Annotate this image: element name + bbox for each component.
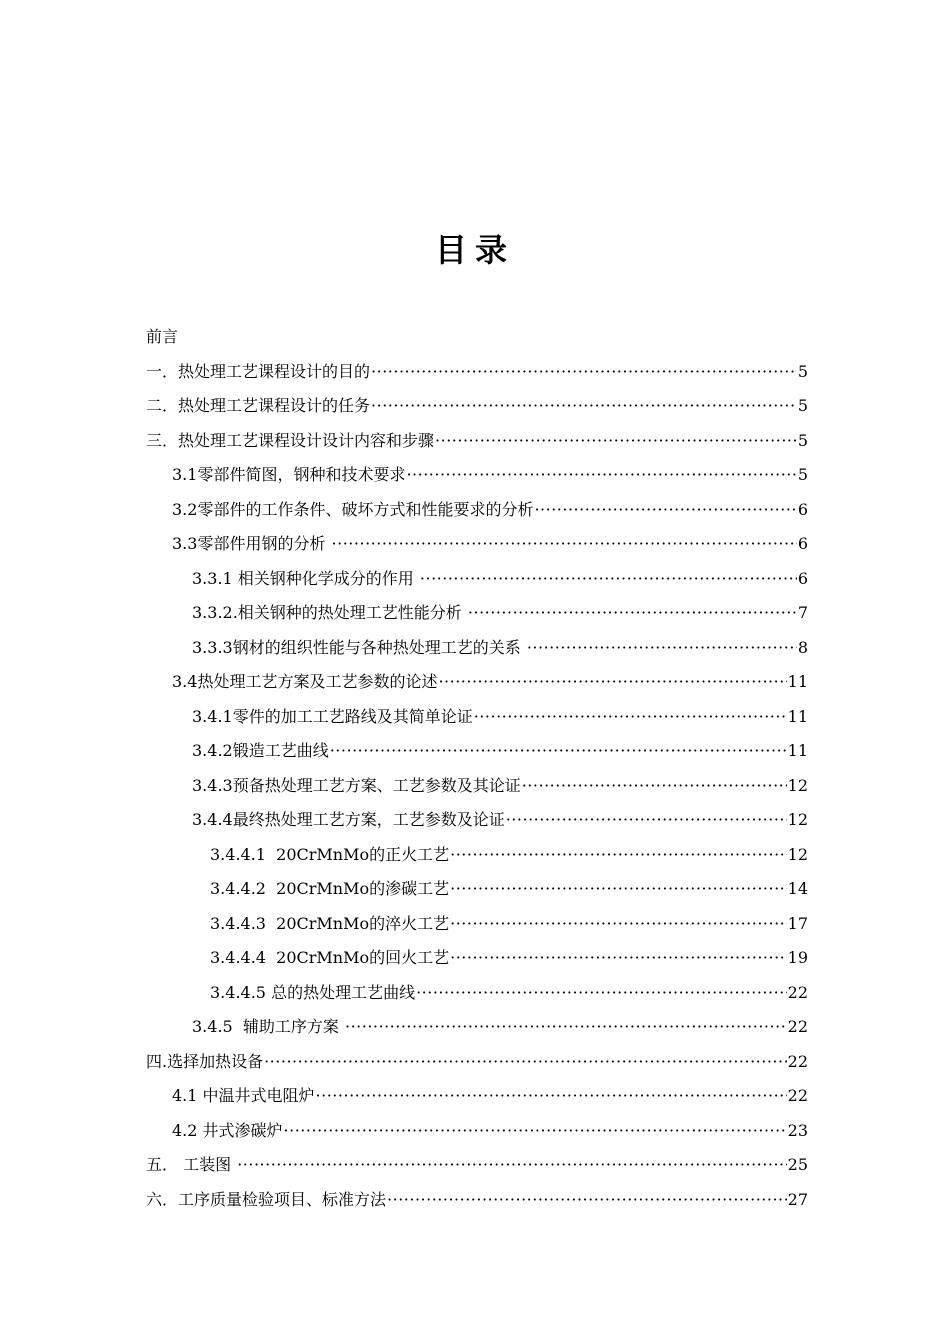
- toc-entry[interactable]: [146, 665, 808, 700]
- toc-dot-leader: [406, 458, 796, 493]
- toc-dot-leader: [420, 562, 797, 597]
- toc-entry-label: 3.2零部件的工作条件、破坏方式和性能要求的分析: [172, 499, 534, 519]
- toc-dot-leader: [474, 700, 787, 735]
- toc-entry-label: 二．热处理工艺课程设计的任务: [146, 396, 371, 415]
- toc-page-number: 5: [797, 396, 808, 415]
- toc-page-number: 6: [797, 568, 808, 588]
- toc-dot-leader: [522, 769, 787, 804]
- toc-entry[interactable]: [146, 976, 808, 1011]
- toc-entry[interactable]: [146, 734, 808, 769]
- toc-page-number: 25: [787, 1155, 808, 1174]
- toc-entry[interactable]: [146, 769, 808, 804]
- toc-entry[interactable]: [146, 872, 808, 907]
- toc-entry[interactable]: [146, 493, 808, 528]
- toc-entry-label: 4.2 井式渗碳炉: [172, 1120, 283, 1140]
- toc-entry-label: 3.3.3钢材的组织性能与各种热处理工艺的关系: [192, 637, 526, 657]
- toc-page-number: 5: [797, 430, 808, 450]
- toc-page-number: 22: [787, 982, 808, 1002]
- toc-entry[interactable]: [146, 907, 808, 942]
- toc-entry-label: 四.选择加热设备: [146, 1051, 264, 1071]
- toc-entry-label: 六．工序质量检验项目、标准方法: [146, 1189, 387, 1209]
- toc-dot-leader: [371, 355, 797, 390]
- toc-entry-label: 五． 工装图: [146, 1155, 237, 1174]
- toc-page-number: 8: [797, 637, 808, 657]
- toc-entry[interactable]: [146, 1079, 808, 1114]
- toc-entry[interactable]: [146, 941, 808, 976]
- toc-dot-leader: [506, 803, 787, 838]
- toc-entry-label: 3.4.1零件的加工工艺路线及其简单论证: [192, 706, 473, 726]
- toc-page-number: 19: [787, 948, 808, 967]
- toc-entry[interactable]: [146, 424, 808, 459]
- toc-dot-leader: [387, 1183, 787, 1218]
- toc-entry[interactable]: [146, 596, 808, 631]
- toc-dot-leader: [534, 493, 796, 528]
- toc-entry-label: 3.4.4.3 20CrMnMo的淬火工艺: [210, 913, 450, 933]
- toc-dot-leader: [450, 872, 787, 907]
- toc-entry[interactable]: [146, 355, 808, 390]
- toc-entry[interactable]: [146, 700, 808, 735]
- toc-dot-leader: [450, 838, 787, 873]
- toc-entry-label: 3.1零部件简图，钢种和技术要求: [172, 465, 406, 484]
- toc-dot-leader: [416, 976, 787, 1011]
- toc-entry[interactable]: [146, 458, 808, 493]
- toc-page-number: 23: [787, 1120, 808, 1140]
- toc-page-number: 11: [787, 672, 808, 691]
- toc-dot-leader: [237, 1148, 786, 1183]
- toc-entry-label: 3.4.3预备热处理工艺方案、工艺参数及其论证: [192, 775, 521, 795]
- toc-entry-label: 3.4.4.2 20CrMnMo的渗碳工艺: [210, 879, 450, 898]
- toc-page-number: 7: [797, 603, 808, 622]
- toc-page-number: 6: [797, 534, 808, 553]
- toc-dot-leader: [316, 1079, 787, 1114]
- toc-page-number: 5: [797, 361, 808, 381]
- toc-page-number: 27: [787, 1189, 808, 1209]
- toc-entry[interactable]: [146, 1010, 808, 1045]
- toc-entry[interactable]: [146, 562, 808, 597]
- toc-entry[interactable]: [146, 389, 808, 424]
- toc-dot-leader: [264, 1045, 787, 1080]
- toc-page-number: 22: [787, 1051, 808, 1071]
- toc-entry[interactable]: [146, 803, 808, 838]
- toc-dot-leader: [468, 596, 797, 631]
- toc-entry[interactable]: [146, 1045, 808, 1080]
- toc-entry[interactable]: [146, 838, 808, 873]
- toc-page-number: 12: [787, 810, 808, 829]
- toc-dot-leader: [371, 389, 797, 424]
- toc-entry[interactable]: [146, 1114, 808, 1149]
- toc-page-number: 14: [787, 879, 808, 898]
- page-title: 目录: [434, 231, 515, 269]
- toc-dot-leader: [345, 1010, 787, 1045]
- toc-entry[interactable]: [146, 1183, 808, 1218]
- toc-entry-label: 3.4.4.5 总的热处理工艺曲线: [210, 982, 416, 1002]
- toc-page-number: 22: [787, 1017, 808, 1036]
- toc-entry-label: 3.4.4.1 20CrMnMo的正火工艺: [210, 844, 450, 864]
- toc-entry-label: 3.3.2.相关钢种的热处理工艺性能分析: [192, 603, 467, 622]
- toc-entry-label: 4.1 中温井式电阻炉: [172, 1086, 315, 1105]
- toc-dot-leader: [332, 527, 797, 562]
- table-of-contents: [146, 320, 808, 1217]
- toc-dot-leader: [435, 424, 797, 459]
- toc-entry[interactable]: [146, 320, 808, 355]
- toc-entry-label: 一．热处理工艺课程设计的目的: [146, 361, 371, 381]
- toc-page-number: 11: [787, 706, 808, 726]
- toc-entry-label: 3.4.4.4 20CrMnMo的回火工艺: [210, 948, 450, 967]
- toc-page-number: 11: [787, 741, 808, 760]
- toc-entry-label: 三．热处理工艺课程设计设计内容和步骤: [146, 430, 435, 450]
- toc-page-number: 12: [787, 775, 808, 795]
- toc-page-number: 12: [787, 844, 808, 864]
- toc-page-number: 17: [787, 913, 808, 933]
- toc-page-number: 6: [797, 499, 808, 519]
- toc-entry-label: 前言: [146, 327, 179, 346]
- toc-entry-label: 3.3.1 相关钢种化学成分的作用: [192, 568, 419, 588]
- toc-entry-label: 3.4.4最终热处理工艺方案，工艺参数及论证: [192, 810, 505, 829]
- toc-entry-label: 3.4.2锻造工艺曲线: [192, 741, 329, 760]
- toc-entry[interactable]: [146, 1148, 808, 1183]
- toc-page-number: 22: [787, 1086, 808, 1105]
- toc-dot-leader: [450, 907, 787, 942]
- toc-dot-leader: [527, 631, 797, 666]
- toc-dot-leader: [284, 1114, 787, 1149]
- toc-dot-leader: [438, 665, 786, 700]
- toc-entry-label: 3.4.5 辅助工序方案: [192, 1017, 344, 1036]
- toc-dot-leader: [450, 941, 787, 976]
- toc-entry-label: 3.3零部件用钢的分析: [172, 534, 331, 553]
- toc-dot-leader: [330, 734, 787, 769]
- toc-entry[interactable]: [146, 631, 808, 666]
- toc-page-number: 5: [797, 465, 808, 484]
- toc-entry[interactable]: [146, 527, 808, 562]
- toc-entry-label: 3.4热处理工艺方案及工艺参数的论述: [172, 672, 438, 691]
